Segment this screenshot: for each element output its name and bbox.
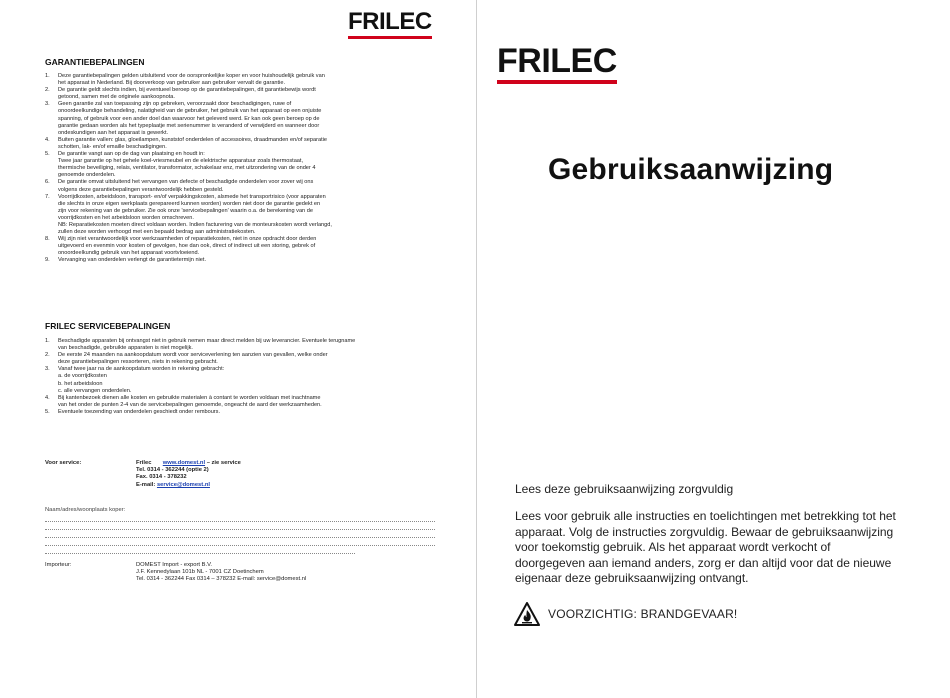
clause-line: ondeskundigen aan het apparaat is gewerkt. [58,129,169,136]
company-name: Frilec [136,460,152,466]
clause-line: volgens deze garantiebepalingen verantwoordelijk hebben gesteld. [58,186,224,193]
clause-line: Geen garantie zal van toepassing zijn op gebreken, veroorzaakt door beschadigingen, ruwe of [58,101,292,108]
clause-item [45,137,415,151]
website-link[interactable]: www.domest.nl [162,460,206,466]
clause-item [45,101,415,136]
clause-line: schotten, lak- en/of emaille beschadigingen. [58,143,167,150]
service-contact [136,460,241,489]
clause-line: van beschadigde, gebruikte apparaten is niet mogelijk. [58,345,193,352]
logo-underline [497,80,617,84]
clause-item [45,73,415,87]
importer-line: DOMEST Import - export B.V. [136,562,213,568]
clause-line: onoordeelkundige behandeling, nalatigheid van de gebruiker, het gebruik van het apparaat op een onjuiste [58,108,322,115]
clause-line: Voorrijdkosten, arbeidsloon, transport- en/of verpakkingskosten, alsmede het transportrisico (voor apparaten [58,193,326,200]
clause-line: Buiten garantie vallen: glas, gloeilampen, kunststof onderdelen of accessoires, draadmanden en/of separatie [58,136,327,143]
logo-underline [348,36,432,39]
email-label: E-mail: [136,481,156,488]
clause-item [45,179,415,193]
clause-line: Deze garantiebepalingen gelden uitsluitend voor de oorspronkelijke koper en voor huishoudelijk gebruik van [58,73,325,79]
clause-line: De garantie vangt aan op de dag van plaatsing en houdt in: [58,151,205,158]
service-clauses [45,338,415,416]
clause-number: 5. [45,151,50,158]
clause-item [45,236,415,257]
fire-warning [514,602,737,626]
website-suffix: – zie service [206,460,241,466]
clause-number: 2. [45,87,50,94]
clause-number: 8. [45,236,50,243]
clause-line: getoond, samen met de originele aankoopnota. [58,94,175,101]
guarantee-title: GARANTIEBEPALINGEN [45,57,145,67]
clause-line: Twee jaar garantie op het gehele koel-vriesmeubel en de elektrische apparatuur zoals thermostaat, [58,158,304,165]
clause-number: 9. [45,257,50,264]
clause-number: 4. [45,136,50,143]
intro-paragraph: Lees voor gebruik alle instructies en toelichtingen met betrekking tot het apparaat. Volg de instructies zorgvuldig. Bewaar de gebruiksaanwijzing voor toekomstig gebruik. Als het apparaat wordt verkocht of doorgegeven aan iemand anders, zorg er dan altijd voor dat de nieuwe eigenaar deze gebruiksaanwijzing ontvangt. [515,509,896,585]
right-page [476,0,950,698]
clause-line: Vervanging van onderdelen verlengt de garantietermijn niet. [58,257,207,264]
clause-number: 2. [45,352,50,359]
clause-line: onoordeelkundig gebruik van het apparaat voortvloeiend. [58,250,200,257]
brand-logo [348,10,432,39]
clause-line: De eerste 24 maanden na aankoopdatum wordt voor serviceverlening ten aanzien van gevallen, welke onder [58,352,328,359]
clause-line: thermische beveiliging, relais, ventilator, transformator, schakelaar enz, met uitzondering van de onder 4 [58,165,316,172]
fire-warning-icon [514,602,540,626]
clause-line: van het onder de punten 2-4 van de servicebepalingen genoemde, ongeacht de aard der werkzaamheden. [58,401,322,408]
logo-text: FRILEC [348,8,432,35]
buyer-details [45,507,440,554]
fire-warning-text: VOORZICHTIG: BRANDGEVAAR! [548,607,738,621]
logo-text: FRILEC [497,42,617,80]
service-label: Voor service: [45,460,82,466]
clause-line: genoemde onderdelen. [58,172,116,179]
clause-line: uitgevoerd en evenmin voor kosten of gevolgen, hoe dan ook, direct of indirect uit een storing, gebrek of [58,243,316,250]
clause-item [45,409,415,416]
clause-number: 3. [45,101,50,108]
clause-line: a. de voorrijdkosten [58,373,107,380]
importer-line: Tel. 0314 - 362244 Fax 0314 – 378232 E-mail: service@domest.nl [136,576,307,583]
clause-line: spanning, of gebruik voor een ander doel dan waarvoor het geleverd werd. Er kan ook geen beroep op de [58,115,320,122]
brand-logo [497,44,617,84]
importer-line: J.F. Kennedylaan 101b NL - 7001 CZ Doetinchem [136,569,264,576]
clause-line: De garantie geldt slechts indien, bij eventueel beroep op de garantiebepalingen, dit garantiebewijs wordt [58,87,316,94]
buyer-line[interactable] [45,514,435,522]
clause-item [45,151,415,179]
clause-line: NB: Reparatiekosten moeten direct voldaan worden. Indien facturering van de monteurskosten wordt verlangd, [58,221,332,228]
clause-number: 5. [45,408,50,415]
clause-line: deze garantiebepalingen ressorteren, niets in rekening gebracht. [58,359,218,366]
service-fax: Fax. 0314 - 378232 [136,474,187,481]
clause-item [45,395,415,409]
clause-line: Beschadigde apparaten bij ontvangst niet in gebruik nemen maar direct melden bij uw leverancier. Eventuele terugname [58,338,356,344]
clause-line: b. het arbeidsloon [58,380,103,387]
clause-item [45,338,415,352]
buyer-line[interactable] [45,546,355,554]
clause-item [45,366,415,394]
importer-label: Importeur: [45,562,72,568]
clause-item [45,87,415,101]
clause-number: 1. [45,338,50,344]
read-carefully-heading: Lees deze gebruiksaanwijzing zorgvuldig [515,482,734,496]
clause-item [45,257,415,264]
clause-item [45,194,415,237]
guarantee-clauses [45,73,415,265]
clause-item [45,352,415,366]
clause-line: De garantie omvat uitsluitend het vervangen van defecte of beschadigde onderdelen voor zover wij ons [58,179,314,186]
clause-number: 4. [45,394,50,401]
buyer-label: Naam/adres/woonplaats koper: [45,507,126,513]
clause-line: Eventuele toezending van onderdelen geschiedt onder rembours. [58,408,221,415]
service-title: FRILEC SERVICEBEPALINGEN [45,321,171,331]
buyer-line[interactable] [45,530,435,538]
clause-line: Bij kantenbezoek dienen alle kosten en gebruikte materialen à contant te worden voldaan met inachtname [58,394,321,401]
clause-line: voorrijdkosten en het arbeidsloon worden omschreven. [58,214,194,221]
clause-line: garantie gedaan worden als het typeplaatje met serienummer is veranderd of verwijderd en wanneer door [58,122,320,129]
clause-number: 3. [45,366,50,373]
clause-line: die slechts in onze eigen werkplaats gerepareerd kunnen worden) worden niet door de garantie gedekt en [58,200,321,207]
clause-line: c. alle vervangen onderdelen. [58,387,132,394]
clause-number: 7. [45,193,50,200]
clause-line: zijn voor rekening van de gebruiker. Zie ook onze 'servicebepalingen' waarin o.a. de berekening van de [58,207,313,214]
importer-details [136,562,306,584]
manual-title: Gebruiksaanwijzing [548,153,834,186]
clause-number: 1. [45,73,50,79]
clause-line: Vanaf twee jaar na de aankoopdatum worden in rekening gebracht: [58,366,225,373]
clause-line: zullen deze worden verhoogd met een bepaald bedrag aan administratiekosten. [58,229,256,236]
clause-number: 6. [45,179,50,186]
email-link[interactable]: service@domest.nl [156,481,210,488]
clause-line: Wij zijn niet verantwoordelijk voor werkzaamheden of reparatiekosten, niet in onze opdracht door derden [58,236,317,243]
buyer-line[interactable] [45,522,435,530]
buyer-line[interactable] [45,538,435,546]
clause-line: het apparaat in Nederland. Bij doorverkoop van gebruiker aan gebruiker vervalt de garantie. [58,80,285,87]
service-phone: Tel. 0314 - 362244 (optie 2) [136,467,209,474]
